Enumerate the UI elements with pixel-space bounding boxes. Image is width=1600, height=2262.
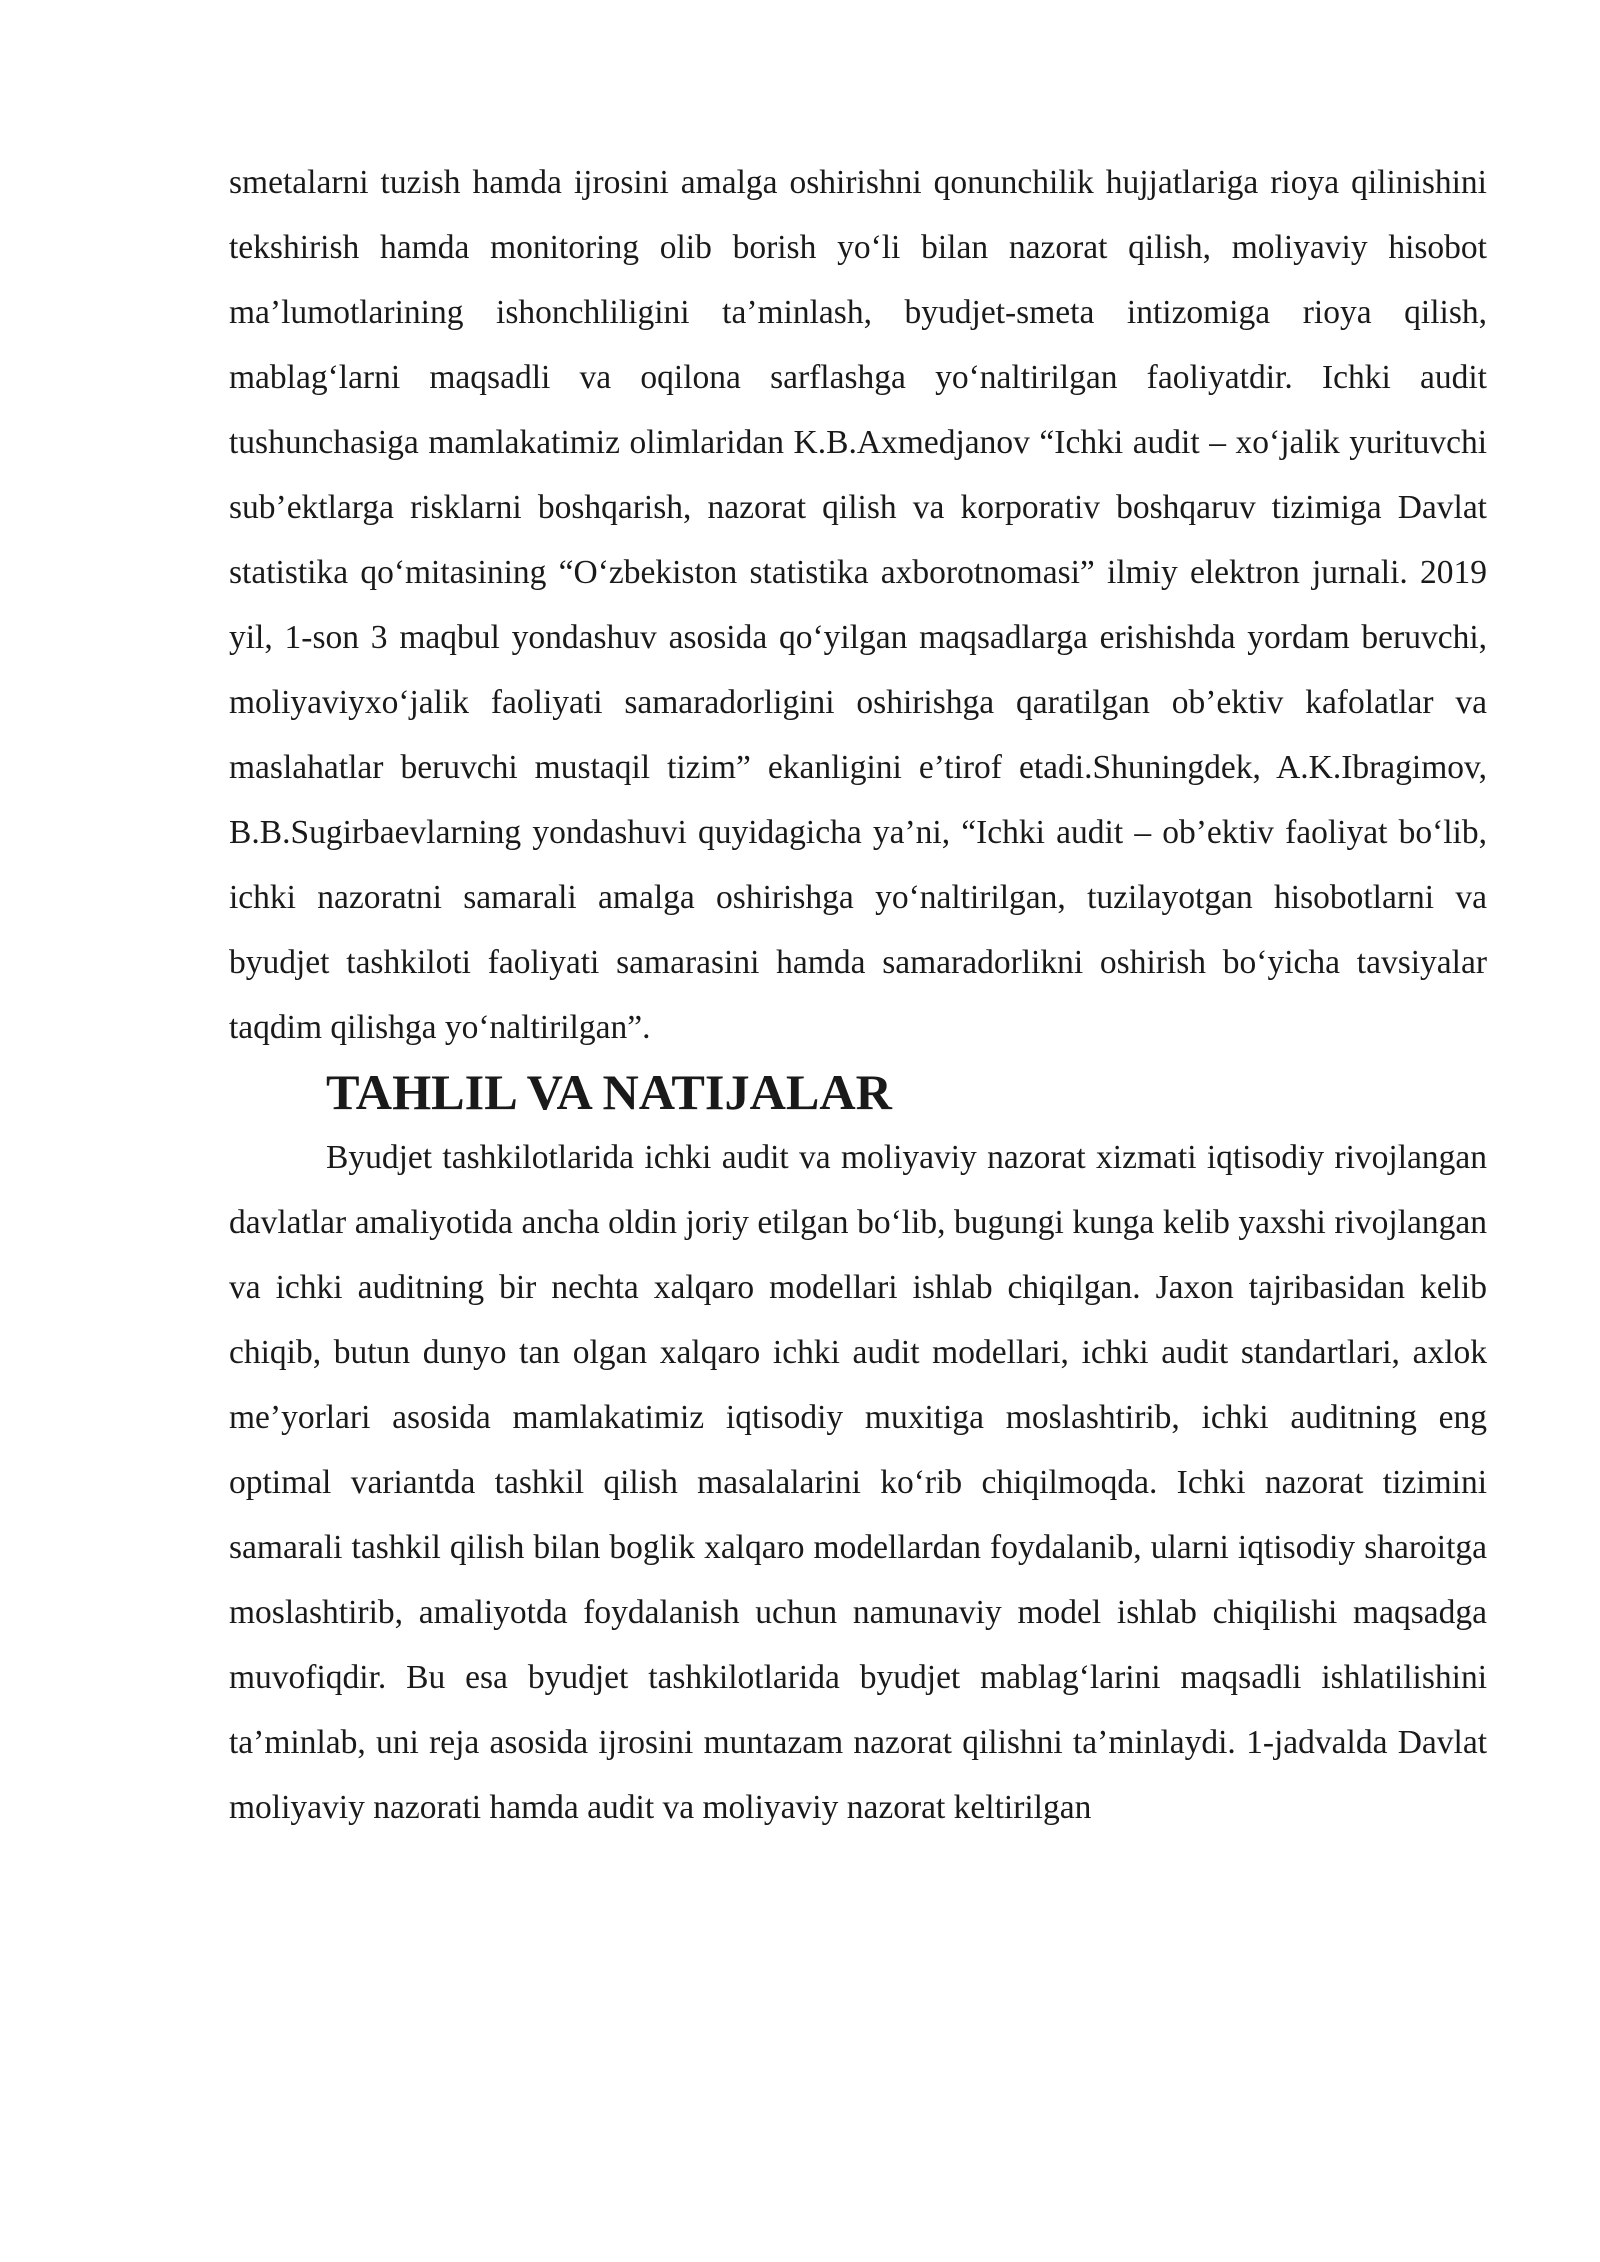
document-page	[229, 150, 1487, 1840]
paragraph-results: Byudjet tashkilotlarida ichki audit va moliyaviy nazorat xizmati iqtisodiy rivojlangan davlatlar amaliyotida ancha oldin joriy etilgan bo‘lib, bugungi kunga kelib yaxshi rivojlangan va ichki auditning bir nechta xalqaro modellari ishlab chiqilgan. Jaxon tajribasidan kelib chiqib, butun dunyo tan olgan xalqaro ichki audit modellari, ichki audit standartlari, axlok me’yorlari asosida mamlakatimiz iqtisodiy muxitiga moslashtirib, ichki auditning eng optimal variantda tashkil qilish masalalarini ko‘rib chiqilmoqda. Ichki nazorat tizimini samarali tashkil qilish bilan boglik xalqaro modellardan foydalanib, ularni iqtisodiy sharoitga moslashtirib, amaliyotda foydalanish uchun namunaviy model ishlab chiqilishi maqsadga muvofiqdir. Bu esa byudjet tashkilotlarida byudjet mablag‘larini maqsadli ishlatilishini ta’minlab, uni reja asosida ijrosini muntazam nazorat qilishni ta’minlaydi. 1-jadvalda Davlat moliyaviy nazorati hamda audit va moliyaviy nazorat keltirilgan	[229, 1139, 1487, 1826]
paragraph-intro: smetalarni tuzish hamda ijrosini amalga oshirishni qonunchilik hujjatlariga rioya qilinishini tekshirish hamda monitoring olib borish yo‘li bilan nazorat qilish, moliyaviy hisobot ma’lumotlarining ishonchliligini ta’minlash, byudjet-smeta intizomiga rioya qilish, mablag‘larni maqsadli va oqilona sarflashga yo‘naltirilgan faoliyatdir. Ichki audit tushunchasiga mamlakatimiz olimlaridan K.B.Axmedjanov “Ichki audit – xo‘jalik yurituvchi sub’ektlarga risklarni boshqarish, nazorat qilish va korporativ boshqaruv tizimiga Davlat statistika qo‘mitasining “O‘zbekiston statistika axborotnomasi” ilmiy elektron jurnali. 2019 yil, 1-son 3 maqbul yondashuv asosida qo‘yilgan maqsadlarga erishishda yordam beruvchi, moliyaviyxo‘jalik faoliyati samaradorligini oshirishga qaratilgan ob’ektiv kafolatlar va maslahatlar beruvchi mustaqil tizim” ekanligini e’tirof etadi.Shuningdek, A.K.Ibragimov, B.B.Sugirbaevlarning yondashuvi quyidagicha ya’ni, “Ichki audit – ob’ektiv faoliyat bo‘lib, ichki nazoratni samarali amalga oshirishga yo‘naltirilgan, tuzilayotgan hisobotlarni va byudjet tashkiloti faoliyati samarasini hamda samaradorlikni oshirish bo‘yicha tavsiyalar taqdim qilishga yo‘naltirilgan”.	[229, 164, 1487, 1046]
section-heading-results: TAHLIL VA NATIJALAR	[326, 1064, 892, 1120]
